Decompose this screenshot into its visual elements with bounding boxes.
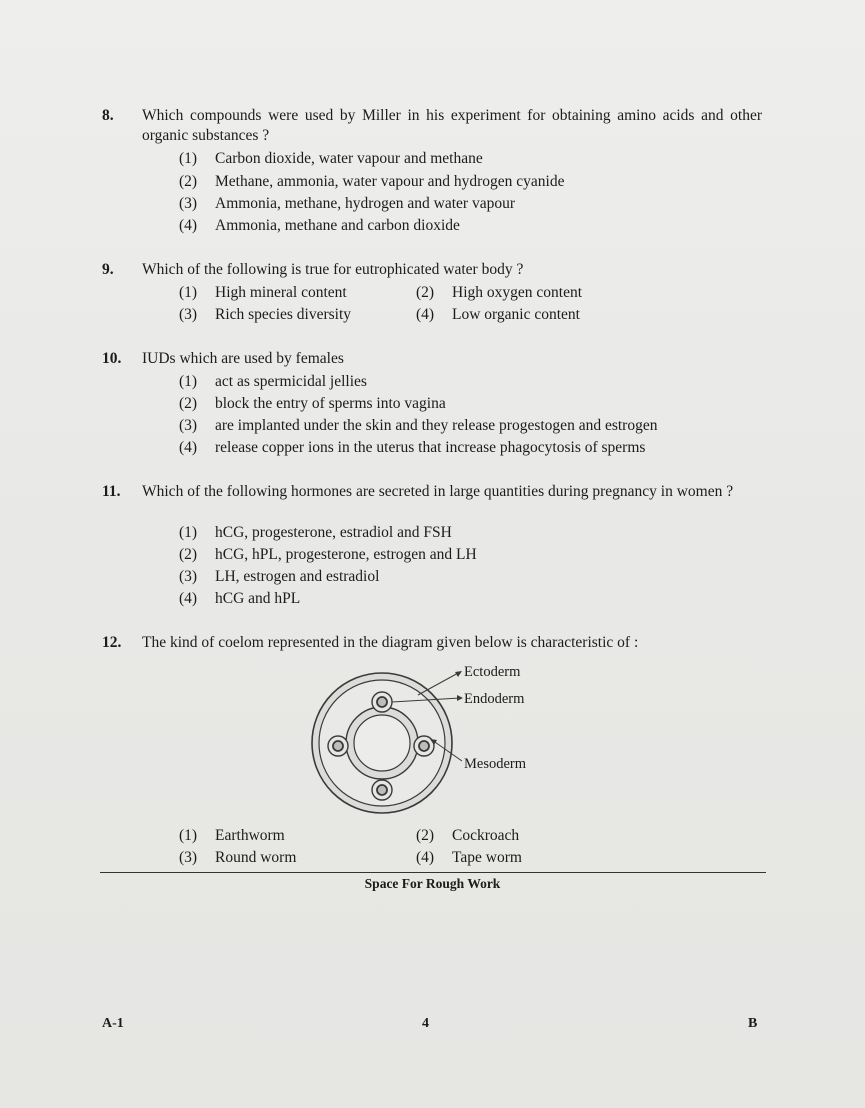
option-11-4: (4) hCG and hPL xyxy=(179,590,301,607)
option-10-1: (1) act as spermicidal jellies xyxy=(179,373,367,390)
ectoderm-pointer xyxy=(418,672,460,695)
option-12-4: (4) Tape worm xyxy=(416,849,522,866)
question-number: 8. xyxy=(102,107,114,124)
gut-inner xyxy=(354,715,410,771)
option-9-1: (1) High mineral content xyxy=(179,284,347,301)
question-11 xyxy=(102,482,762,502)
option-9-4: (4) Low organic content xyxy=(416,306,580,323)
question-number: 12. xyxy=(102,634,122,651)
coelom-diagram xyxy=(300,660,560,820)
rough-work-label: Space For Rough Work xyxy=(364,876,501,891)
mesoderm-label: Mesoderm xyxy=(464,756,527,772)
option-11-3: (3) LH, estrogen and estradiol xyxy=(179,568,380,585)
footer-page-number: 4 xyxy=(422,1016,429,1031)
option-8-4: (4) Ammonia, methane and carbon dioxide xyxy=(179,217,460,234)
question-text: Which of the following is true for eutrophicated water body ? xyxy=(142,261,524,278)
option-9-2: (2) High oxygen content xyxy=(416,284,583,301)
question-10 xyxy=(102,349,762,369)
option-10-2: (2) block the entry of sperms into vagina xyxy=(179,395,446,412)
mesoderm-pocket-left xyxy=(328,736,348,756)
question-9 xyxy=(102,260,762,280)
mesoderm-pocket-right xyxy=(414,736,434,756)
option-10-4: (4) release copper ions in the uterus that increase phagocytosis of sperms xyxy=(179,439,646,456)
option-8-1: (1) Carbon dioxide, water vapour and methane xyxy=(179,150,483,167)
question-number: 11. xyxy=(102,483,121,500)
endoderm-arrowhead xyxy=(457,695,463,701)
question-text: Which of the following hormones are secreted in large quantities during pregnancy in women ? xyxy=(142,483,734,500)
option-12-3: (3) Round worm xyxy=(179,849,297,866)
option-11-2: (2) hCG, hPL, progesterone, estrogen and LH xyxy=(179,546,477,563)
question-text: The kind of coelom represented in the diagram given below is characteristic of : xyxy=(142,634,639,651)
option-10-3: (3) are implanted under the skin and they release progestogen and estrogen xyxy=(179,417,658,434)
option-9-3: (3) Rich species diversity xyxy=(179,306,352,323)
divider-line xyxy=(100,872,766,873)
option-12-1: (1) Earthworm xyxy=(179,827,285,844)
question-number: 10. xyxy=(102,350,122,367)
endoderm-label: Endoderm xyxy=(464,691,525,707)
option-12-2: (2) Cockroach xyxy=(416,827,520,844)
mesoderm-pocket-top xyxy=(372,692,392,712)
option-8-2: (2) Methane, ammonia, water vapour and hydrogen cyanide xyxy=(179,173,565,190)
question-text: Which compounds were used by Miller in his experiment for obtaining amino acids and other organic substances ? xyxy=(142,107,762,144)
footer-series: B xyxy=(748,1016,758,1031)
question-number: 9. xyxy=(102,261,114,278)
question-12 xyxy=(102,633,762,653)
option-11-1: (1) hCG, progesterone, estradiol and FSH xyxy=(179,524,452,541)
ectoderm-label: Ectoderm xyxy=(464,664,521,680)
question-8 xyxy=(102,106,762,146)
footer-booklet-code: A-1 xyxy=(102,1016,124,1031)
question-text: IUDs which are used by females xyxy=(142,350,344,367)
option-8-3: (3) Ammonia, methane, hydrogen and water vapour xyxy=(179,195,516,212)
mesoderm-pocket-bottom xyxy=(372,780,392,800)
